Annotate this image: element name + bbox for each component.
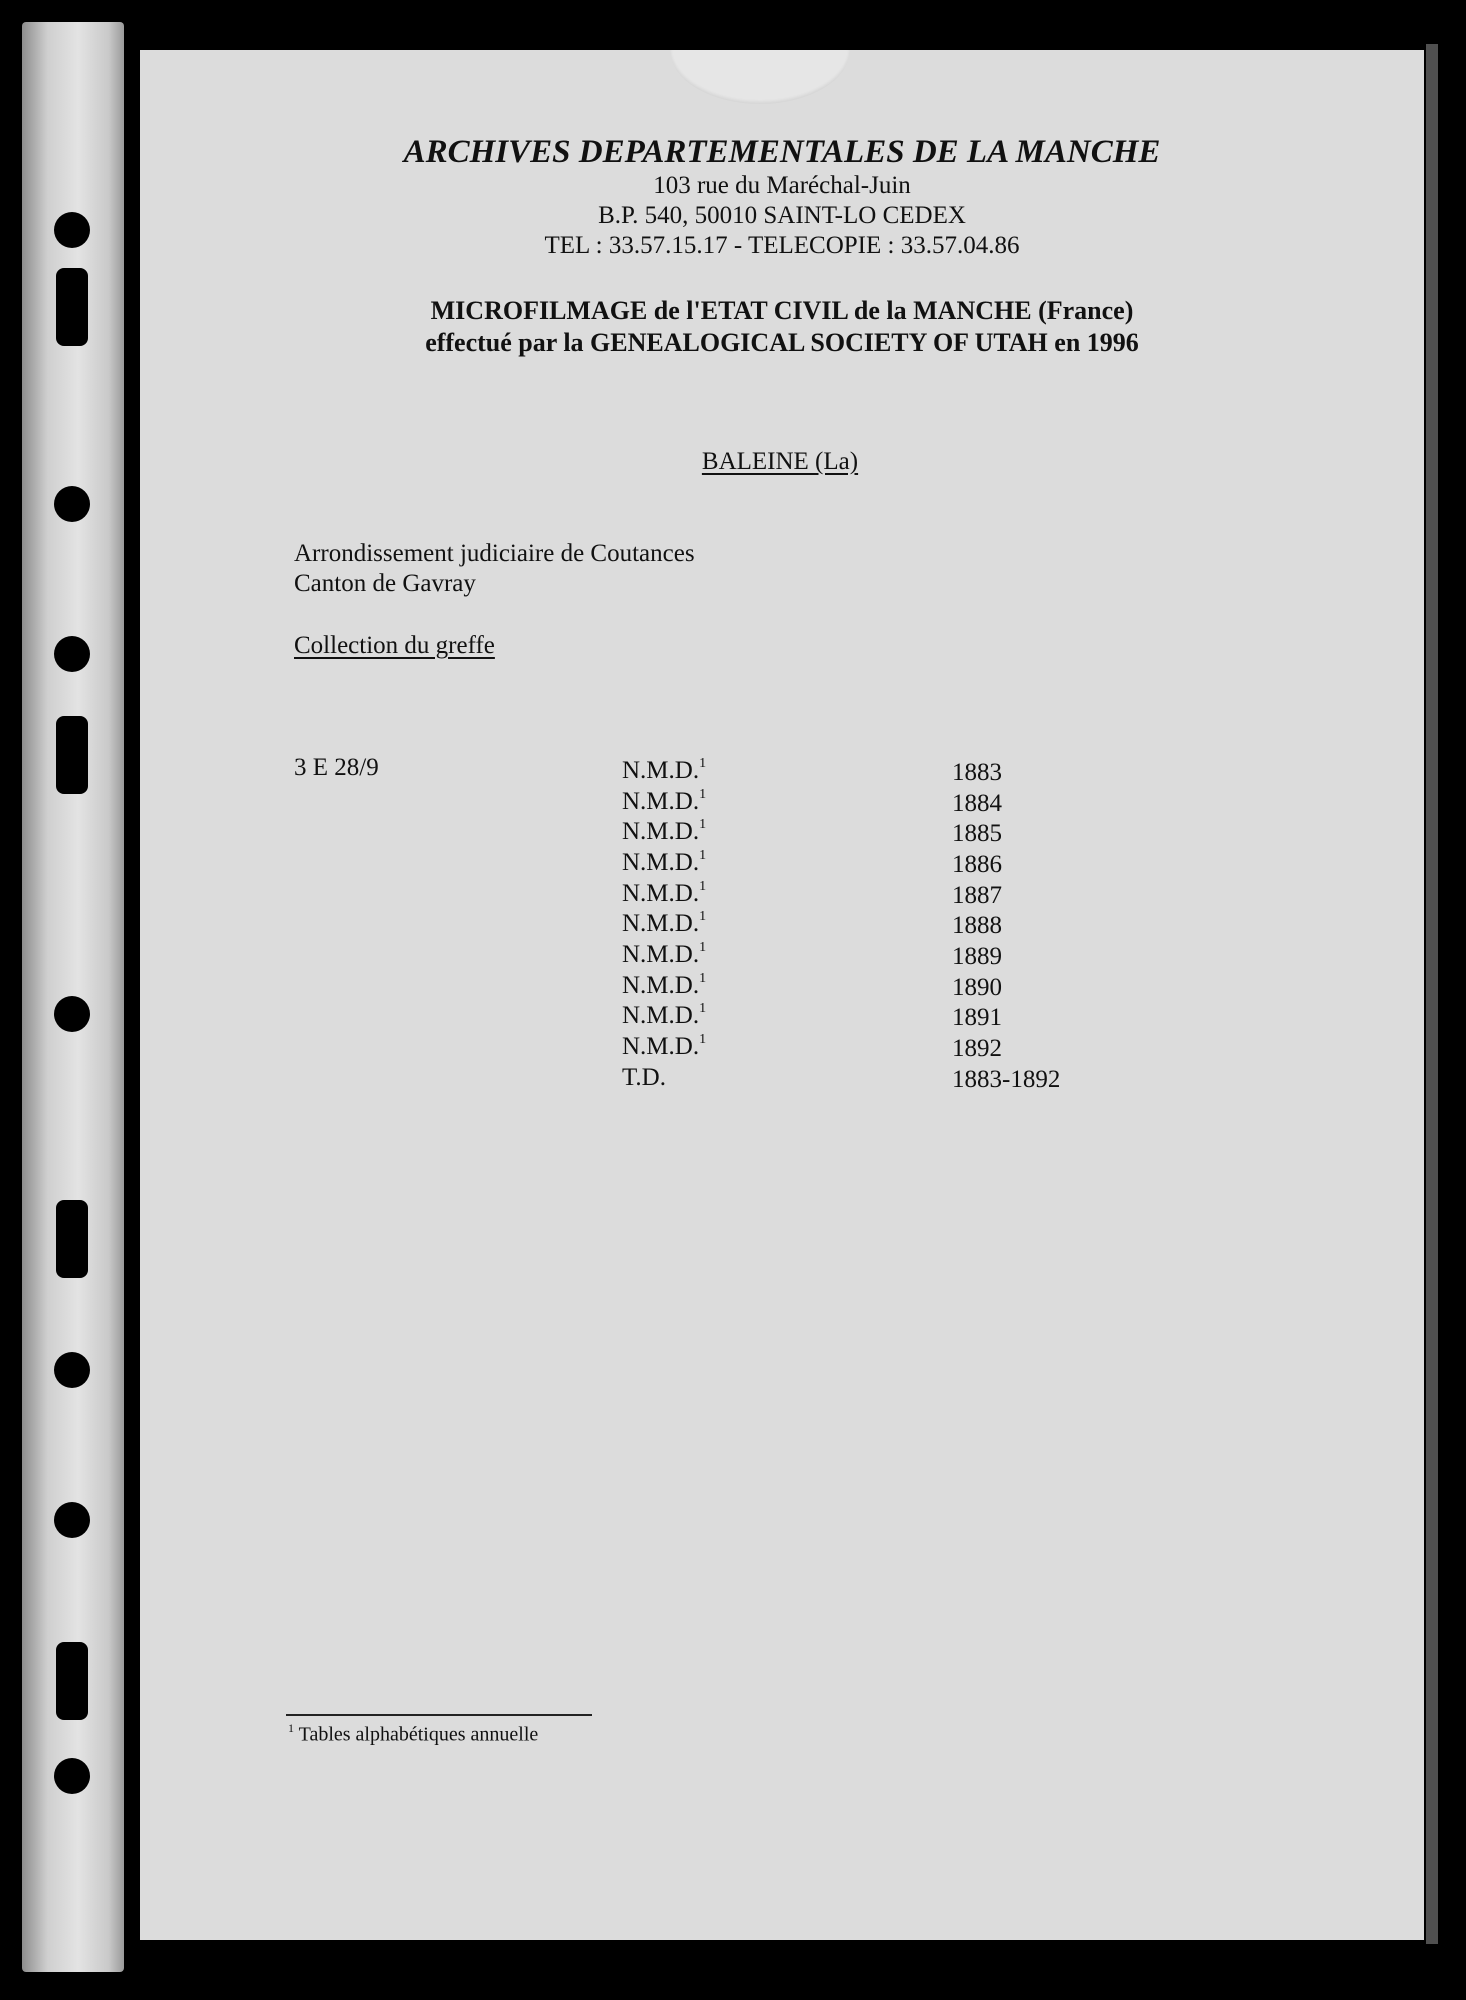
register-row-years: 1884 [952, 790, 1002, 817]
register-row-type: N.M.D.$^1$ [622, 1000, 707, 1029]
binder-sleeve [22, 22, 124, 1972]
footnote-rule [286, 1714, 592, 1716]
document-page [140, 50, 1424, 1940]
register-row-years: 1891 [952, 1004, 1002, 1031]
institution-heading: ARCHIVES DEPARTEMENTALES DE LA MANCHE [403, 134, 1161, 170]
register-row-years: 1888 [952, 912, 1002, 939]
register-row-years: 1883 [952, 759, 1002, 786]
address-line-1: 103 rue du Maréchal-Juin [653, 172, 911, 199]
binder-hole [54, 1758, 90, 1794]
binder-slot [56, 268, 88, 346]
register-row-type: N.M.D.$^1$ [622, 1031, 707, 1060]
sleeve-tab-notch [670, 50, 850, 104]
binder-slot [56, 1200, 88, 1278]
binder-hole [54, 996, 90, 1032]
register-row-years: 1892 [952, 1035, 1002, 1062]
binder-slot [56, 1642, 88, 1720]
phone-line: TEL : 33.57.15.17 - TELECOPIE : 33.57.04.86 [544, 232, 1020, 259]
register-row-years: 1887 [952, 882, 1002, 909]
register-row-type: N.M.D.$^1$ [622, 970, 707, 999]
project-line-2: effectué par la GENEALOGICAL SOCIETY OF UTAH en 1996 [425, 328, 1139, 357]
register-row-years: 1890 [952, 974, 1002, 1001]
register-row-type: N.M.D.$^1$ [622, 878, 707, 907]
register-row-years: 1889 [952, 943, 1002, 970]
register-row-type: N.M.D.$^1$ [622, 755, 707, 784]
register-row-type: N.M.D.$^1$ [622, 939, 707, 968]
register-row-type: N.M.D.$^1$ [622, 816, 707, 845]
address-line-2: B.P. 540, 50010 SAINT-LO CEDEX [598, 202, 966, 229]
binder-slot [56, 716, 88, 794]
register-row-years: 1886 [952, 851, 1002, 878]
canton: Canton de Gavray [294, 570, 476, 597]
binder-hole [54, 1502, 90, 1538]
page-edge-shadow [1426, 44, 1438, 1944]
register-row-type: N.M.D.$^1$ [622, 908, 707, 937]
register-row-type: T.D. [622, 1064, 666, 1091]
arrondissement: Arrondissement judiciaire de Coutances [294, 540, 695, 567]
project-line-1: MICROFILMAGE de l'ETAT CIVIL de la MANCHE (France) [430, 296, 1134, 325]
commune-title: BALEINE (La) [701, 448, 859, 475]
register-cote: 3 E 28/9 [294, 754, 379, 781]
binder-hole [54, 212, 90, 248]
collection-label: Collection du greffe [294, 632, 495, 659]
register-row-years: 1885 [952, 820, 1002, 847]
footnote: $^1$ Tables alphabétiques annuelle [288, 1721, 539, 1746]
binder-hole [54, 486, 90, 522]
binder-hole [54, 636, 90, 672]
register-row-type: N.M.D.$^1$ [622, 786, 707, 815]
binder-hole [54, 1352, 90, 1388]
register-row-years: 1883-1892 [952, 1066, 1061, 1093]
register-row-type: N.M.D.$^1$ [622, 847, 707, 876]
